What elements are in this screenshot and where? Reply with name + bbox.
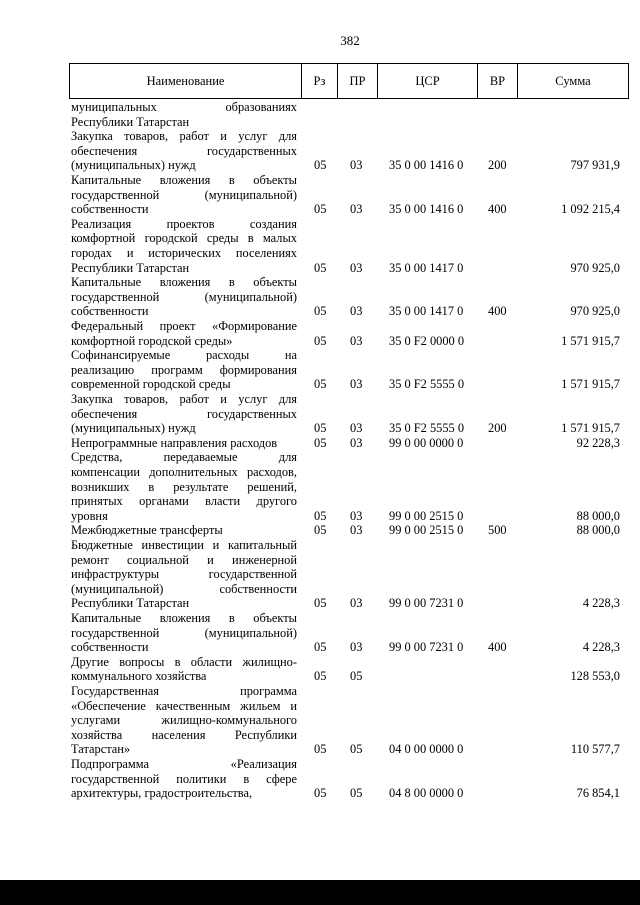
row-name-line: Федеральный проект «Формирование [71, 319, 297, 333]
row-sum: 797 931,9 [570, 158, 620, 173]
row-csr: 04 0 00 0000 0 [389, 742, 464, 757]
row-name-line: хозяйства населения Республики [71, 727, 297, 742]
row-rz: 05 [314, 304, 327, 319]
row-vr: 400 [488, 202, 507, 217]
row-name-line: ремонт социальной и инженерной [71, 552, 297, 567]
row-pr: 03 [350, 421, 363, 436]
row-name [71, 523, 297, 538]
row-pr: 03 [350, 304, 363, 319]
row-name [71, 757, 297, 801]
row-rz: 05 [314, 786, 327, 801]
row-pr: 03 [350, 523, 363, 538]
row-rz: 05 [314, 640, 327, 655]
row-vr: 500 [488, 523, 507, 538]
row-name-line: муниципальных образованиях [71, 100, 297, 114]
row-pr: 03 [350, 596, 363, 611]
row-rz: 05 [314, 377, 327, 392]
row-name-line: Подпрограмма «Реализация [71, 757, 297, 771]
header-vr: ВР [478, 64, 518, 98]
row-name-line: Капитальные вложения в объекты [71, 611, 297, 625]
table-row [0, 757, 640, 801]
header-pr: ПР [338, 64, 378, 98]
row-name-line: услугами жилищно-коммунального [71, 713, 297, 728]
row-name-line: возникших в результате решений, [71, 479, 297, 494]
row-pr: 03 [350, 508, 363, 523]
row-name-line: государственной (муниципальной) [71, 187, 297, 202]
table-row [0, 100, 640, 129]
header-name: Наименование [70, 64, 302, 98]
row-name-line: современной городской среды [71, 377, 231, 392]
row-rz: 05 [314, 742, 327, 757]
row-name-line: Реализация проектов создания [71, 216, 297, 231]
row-name-line: государственной политики в сфере [71, 771, 297, 786]
row-pr: 03 [350, 260, 363, 275]
row-name-line: собственности [71, 640, 149, 655]
row-csr: 35 0 F2 5555 0 [389, 377, 465, 392]
row-name-line: комфортной городской среды» [71, 333, 233, 348]
row-name [71, 436, 297, 451]
row-pr: 03 [350, 158, 363, 173]
row-name-line: Бюджетные инвестиции и капитальный [71, 538, 297, 552]
row-csr: 99 0 00 7231 0 [389, 596, 464, 611]
row-name-line: Межбюджетные трансферты [71, 523, 223, 538]
row-name-line: Средства, передаваемые для [71, 450, 297, 465]
row-sum: 970 925,0 [570, 304, 620, 319]
row-sum: 88 000,0 [576, 508, 620, 523]
row-csr: 35 0 F2 5555 0 [389, 421, 465, 436]
row-name-line: городах и исторических поселениях [71, 245, 297, 260]
row-name [71, 684, 297, 757]
row-name-line: (муниципальной) собственности [71, 581, 297, 596]
row-rz: 05 [314, 508, 327, 523]
row-sum: 1 571 915,7 [561, 333, 620, 348]
row-name [71, 275, 297, 319]
row-rz: 05 [314, 596, 327, 611]
row-name [71, 538, 297, 611]
row-name-line: Татарстан» [71, 742, 131, 757]
row-name [71, 348, 297, 392]
row-rz: 05 [314, 669, 327, 684]
row-name-line: обеспечения государственных [71, 143, 297, 158]
row-name [71, 655, 297, 684]
header-rz: Рз [302, 64, 338, 98]
row-csr: 35 0 F2 0000 0 [389, 333, 465, 348]
row-name [71, 319, 297, 348]
row-name-line: государственной (муниципальной) [71, 289, 297, 304]
row-vr: 200 [488, 158, 507, 173]
row-rz: 05 [314, 202, 327, 217]
row-pr: 03 [350, 202, 363, 217]
table-row [0, 538, 640, 611]
table-body [0, 100, 640, 880]
table-row [0, 275, 640, 319]
row-name-line: коммунального хозяйства [71, 669, 207, 684]
table-row [0, 173, 640, 217]
row-name-line: Софинансируемые расходы на [71, 348, 297, 363]
row-sum: 4 228,3 [582, 596, 620, 611]
row-name [71, 450, 297, 523]
row-name-line: «Обеспечение качественным жильем и [71, 698, 297, 713]
table-row [0, 348, 640, 392]
row-pr: 05 [350, 742, 363, 757]
row-csr: 99 0 00 0000 0 [389, 435, 464, 450]
row-sum: 1 092 215,4 [561, 202, 620, 217]
header-sum: Сумма [555, 74, 591, 88]
row-csr: 35 0 00 1416 0 [389, 202, 464, 217]
row-rz: 05 [314, 158, 327, 173]
row-rz: 05 [314, 523, 327, 538]
table-row [0, 655, 640, 684]
table-row [0, 684, 640, 757]
row-name-line: государственной (муниципальной) [71, 625, 297, 640]
row-name-line: Закупка товаров, работ и услуг для [71, 392, 297, 406]
table-header [69, 63, 629, 99]
table-row [0, 217, 640, 275]
row-sum: 88 000,0 [576, 523, 620, 538]
row-sum: 4 228,3 [582, 640, 620, 655]
row-rz: 05 [314, 435, 327, 450]
row-pr: 05 [350, 669, 363, 684]
row-csr: 35 0 00 1417 0 [389, 304, 464, 319]
row-name [71, 217, 297, 275]
row-pr: 03 [350, 377, 363, 392]
row-rz: 05 [314, 421, 327, 436]
row-name-line: обеспечения государственных [71, 406, 297, 421]
table-row [0, 450, 640, 523]
row-name [71, 129, 297, 173]
row-name-line: Республики Татарстан [71, 260, 190, 275]
row-vr: 400 [488, 304, 507, 319]
scan-bottom-edge [0, 880, 640, 905]
row-vr: 200 [488, 421, 507, 436]
row-name [71, 173, 297, 217]
row-name-line: комфортной городской среды в малых [71, 231, 297, 246]
row-name-line: (муниципальных) нужд [71, 421, 196, 436]
page-number: 382 [340, 33, 360, 48]
row-name-line: уровня [71, 508, 108, 523]
table-row [0, 611, 640, 655]
row-name [71, 611, 297, 655]
table-row [0, 392, 640, 436]
row-name-line: собственности [71, 304, 149, 319]
row-name-line: (муниципальных) нужд [71, 158, 196, 173]
row-name-line: принятых органами власти другого [71, 494, 297, 509]
row-name-line: Другие вопросы в области жилищно- [71, 654, 297, 669]
row-csr: 99 0 00 2515 0 [389, 508, 464, 523]
table-row [0, 436, 640, 451]
row-csr: 04 8 00 0000 0 [389, 786, 464, 801]
table-row [0, 129, 640, 173]
row-name-line: компенсации дополнительных расходов, [71, 464, 297, 479]
row-name [71, 100, 297, 129]
row-sum: 76 854,1 [576, 786, 620, 801]
table-row [0, 319, 640, 348]
row-name-line: инфраструктуры государственной [71, 567, 297, 582]
row-csr: 35 0 00 1417 0 [389, 260, 464, 275]
row-name-line: Закупка товаров, работ и услуг для [71, 129, 297, 144]
row-pr: 03 [350, 435, 363, 450]
row-name-line: Капитальные вложения в объекты [71, 275, 297, 290]
row-csr: 35 0 00 1416 0 [389, 158, 464, 173]
row-name-line: собственности [71, 202, 149, 217]
row-name-line: архитектуры, градостроительства, [71, 786, 253, 801]
table-row [0, 523, 640, 538]
row-name-line: Республики Татарстан [71, 596, 190, 611]
row-pr: 03 [350, 640, 363, 655]
row-pr: 03 [350, 333, 363, 348]
row-sum: 1 571 915,7 [561, 421, 620, 436]
row-sum: 128 553,0 [570, 669, 620, 684]
row-vr: 400 [488, 640, 507, 655]
row-name-line: Непрограммные направления расходов [71, 435, 278, 450]
row-rz: 05 [314, 333, 327, 348]
row-sum: 970 925,0 [570, 260, 620, 275]
row-name-line: Республики Татарстан [71, 114, 190, 129]
row-rz: 05 [314, 260, 327, 275]
header-csr: ЦСР [378, 64, 478, 98]
row-name-line: реализацию программ формирования [71, 362, 297, 377]
row-csr: 99 0 00 2515 0 [389, 523, 464, 538]
row-name-line: Государственная программа [71, 684, 297, 698]
row-csr: 99 0 00 7231 0 [389, 640, 464, 655]
row-name-line: Капитальные вложения в объекты [71, 173, 297, 187]
row-sum: 92 228,3 [576, 435, 620, 450]
row-sum: 110 577,7 [570, 742, 620, 757]
row-name [71, 392, 297, 436]
row-sum: 1 571 915,7 [561, 377, 620, 392]
row-pr: 05 [350, 786, 363, 801]
